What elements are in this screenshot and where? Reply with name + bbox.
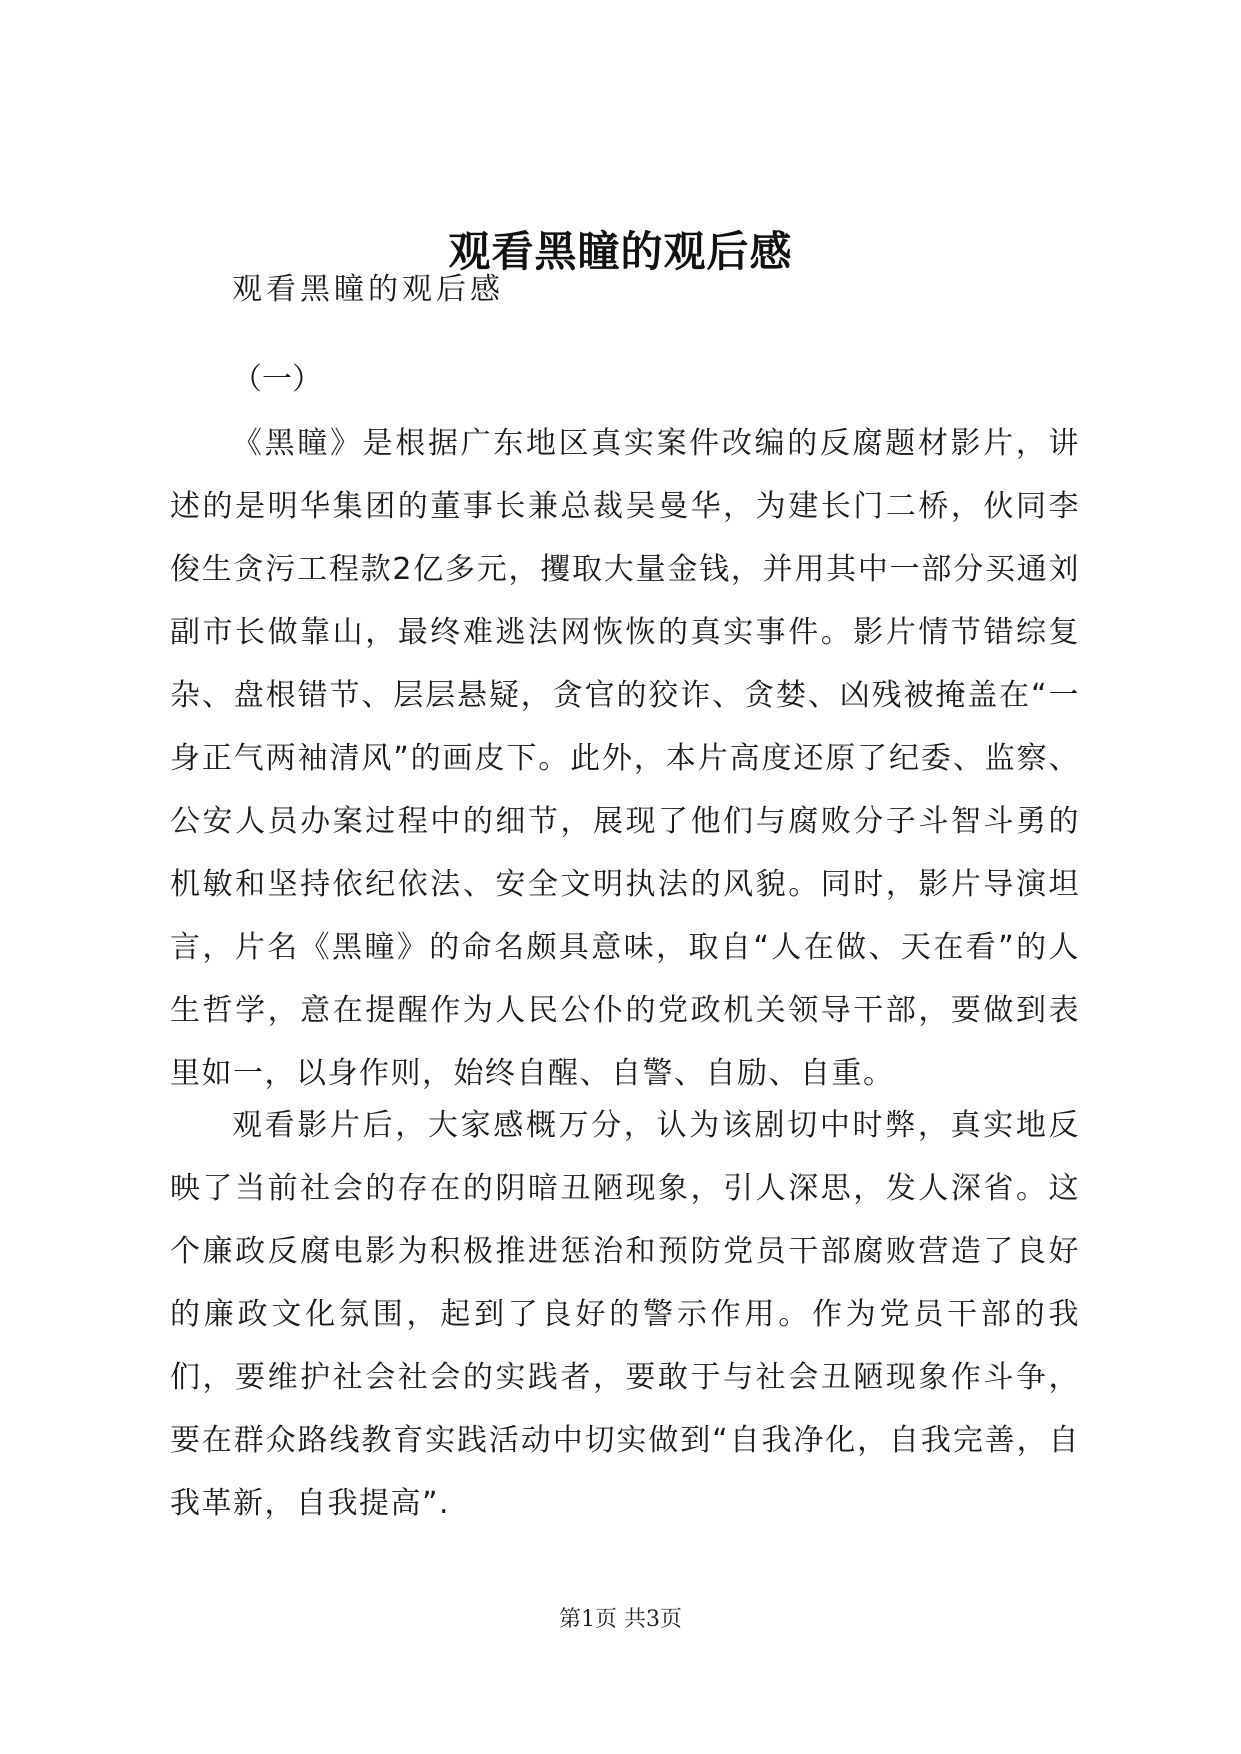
document-subtitle: 观看黑瞳的观后感: [232, 272, 504, 307]
section-marker: （一）: [232, 362, 322, 397]
page-number: 第1页 共3页: [559, 1607, 682, 1632]
body-paragraph: 《黑瞳》是根据广东地区真实案件改编的反腐题材影片，讲述的是明华集团的董事长兼总裁吴曼华，为建长门二桥，伙同李俊生贪污工程款2亿多元，攫取大量金钱，并用其中一部分买通刘副市长做靠山，最终难逃法网恢恢的真实事件。影片情节错综复杂、盘根错节、层层悬疑，贪官的狡诈、贪婪、凶残被掩盖在“一身正气两袖清风”的画皮下。此外，本片高度还原了纪委、监察、公安人员办案过程中的细节，展现了他们与腐败分子斗智斗勇的机敏和坚持依纪依法、安全文明执法的风貌。同时，影片导演坦言，片名《黑瞳》的命名颇具意味，取自“人在做、天在看”的人生哲学，意在提醒作为人民公仆的党政机关领导干部，要做到表里如一，以身作则，始终自醒、自警、自励、自重。: [170, 426, 1080, 1091]
page-title: 观看黑瞳的观后感: [448, 227, 793, 276]
body-paragraph: 观看影片后，大家感概万分，认为该剧切中时弊，真实地反映了当前社会的存在的阴暗丑陋现象，引人深思，发人深省。这个廉政反腐电影为积极推进惩治和预防党员干部腐败营造了良好的廉政文化氛围，起到了良好的警示作用。作为党员干部的我们，要维护社会社会的实践者，要敢于与社会丑陋现象作斗争，要在群众路线教育实践活动中切实做到“自我净化，自我完善，自我革新，自我提高”.: [170, 1108, 1080, 1521]
